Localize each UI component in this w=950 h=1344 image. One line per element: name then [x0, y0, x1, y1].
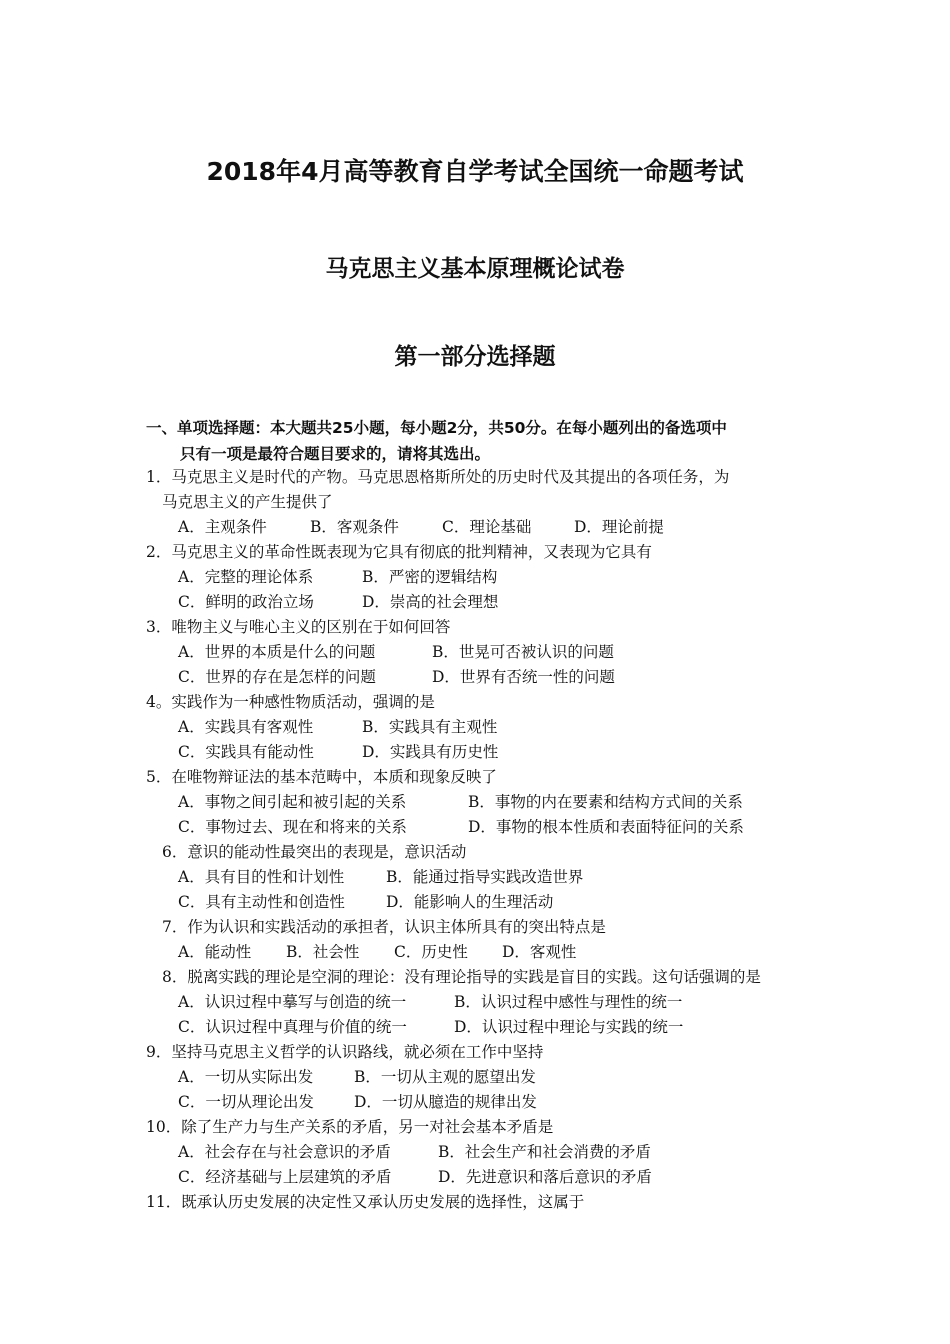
question-6-option-b: B．能通过指导实践改造世界: [386, 868, 584, 886]
question-9-stem: 9．坚持马克思主义哲学的认识路线，就必须在工作中坚持: [146, 1043, 544, 1061]
question-10-option-d: D．先进意识和落后意识的矛盾: [438, 1168, 652, 1186]
question-8-stem: 8．脱离实践的理论是空洞的理论：没有理论指导的实践是盲目的实践。这句话强调的是: [162, 968, 761, 986]
question-2-option-a: A．完整的理论体系: [178, 568, 314, 586]
question-10-option-b: B．社会生产和社会消费的矛盾: [438, 1143, 651, 1161]
question-5-option-a: A．事物之间引起和被引起的关系: [178, 793, 407, 811]
question-11-stem: 11．既承认历史发展的决定性又承认历史发展的选择性，这属于: [146, 1193, 585, 1211]
question-2-stem: 2．马克思主义的革命性既表现为它具有彻底的批判精神，又表现为它具有: [146, 543, 652, 561]
section-instruction-line-2: 只有一项是最符合题目要求的，请将其选出。: [180, 445, 491, 463]
question-2-option-c: C．鲜明的政治立场: [178, 593, 314, 611]
question-7-stem: 7．作为认识和实践活动的承担者，认识主体所具有的突出特点是: [162, 918, 606, 936]
question-3-option-b: B．世晃可否被认识的问题: [432, 643, 614, 661]
question-1-option-c: C．理论基础: [442, 518, 532, 536]
question-10-option-a: A．社会存在与社会意识的矛盾: [178, 1143, 391, 1161]
section-instruction-line-1: 一、单项选择题：本大题共25小题，每小题2分，共50分。在每小题列出的备选项中: [146, 419, 727, 437]
question-9-option-b: B．一切从主观的愿望出发: [354, 1068, 536, 1086]
question-3-option-d: D．世界有否统一性的问题: [432, 668, 615, 686]
question-1-stem-cont: 马克思主义的产生提供了: [162, 493, 333, 511]
question-8-option-b: B．认识过程中感性与理性的统一: [454, 993, 683, 1011]
question-2-option-d: D．崇高的社会理想: [362, 593, 499, 611]
question-1-option-d: D．理论前提: [574, 518, 664, 536]
question-5-option-d: D．事物的根本性质和表面特征问的关系: [468, 818, 744, 836]
question-4-option-b: B．实践具有主观性: [362, 718, 498, 736]
question-6-option-a: A．具有目的性和计划性: [178, 868, 345, 886]
question-1-option-b: B．客观条件: [310, 518, 399, 536]
exam-main-title: 2018年4月高等教育自学考试全国统一命题考试: [206, 157, 744, 186]
question-3-option-c: C．世界的存在是怎样的问题: [178, 668, 376, 686]
exam-subject-title: 马克思主义基本原理概论试卷: [325, 256, 625, 282]
part-title: 第一部分选择题: [394, 344, 556, 370]
question-7-option-a: A．能动性: [178, 943, 252, 961]
question-5-option-b: B．事物的内在要素和结构方式间的关系: [468, 793, 743, 811]
question-6-option-c: C．具有主动性和创造性: [178, 893, 345, 911]
question-10-stem: 10．除了生产力与生产关系的矛盾，另一对社会基本矛盾是: [146, 1118, 554, 1136]
question-7-option-b: B．社会性: [286, 943, 360, 961]
question-6-stem: 6．意识的能动性最突出的表现是，意识活动: [162, 843, 467, 861]
question-9-option-a: A．一切从实际出发: [178, 1068, 314, 1086]
question-4-option-a: A．实践具有客观性: [178, 718, 314, 736]
question-8-option-c: C．认识过程中真理与价值的统一: [178, 1018, 407, 1036]
question-9-option-d: D．一切从臆造的规律出发: [354, 1093, 537, 1111]
question-10-option-c: C．经济基础与上层建筑的矛盾: [178, 1168, 392, 1186]
question-5-stem: 5．在唯物辩证法的基本范畴中，本质和现象反映了: [146, 768, 497, 786]
question-3-stem: 3．唯物主义与唯心主义的区别在于如何回答: [146, 618, 451, 636]
question-1-stem: 1．马克思主义是时代的产物。马克思恩格斯所处的历史时代及其提出的各项任务，为: [146, 468, 730, 486]
question-5-option-c: C．事物过去、现在和将来的关系: [178, 818, 407, 836]
question-4-option-d: D．实践具有历史性: [362, 743, 499, 761]
question-8-option-a: A．认识过程中摹写与创造的统一: [178, 993, 407, 1011]
question-6-option-d: D．能影响人的生理活动: [386, 893, 554, 911]
question-9-option-c: C．一切从理论出发: [178, 1093, 314, 1111]
question-1-option-a: A．主观条件: [178, 518, 267, 536]
question-8-option-d: D．认识过程中理论与实践的统一: [454, 1018, 684, 1036]
question-7-option-d: D．客观性: [502, 943, 577, 961]
question-4-option-c: C．实践具有能动性: [178, 743, 314, 761]
question-7-option-c: C．历史性: [394, 943, 468, 961]
question-4-stem: 4。实践作为一种感性物质活动，强调的是: [146, 693, 435, 711]
question-3-option-a: A．世界的本质是什么的问题: [178, 643, 376, 661]
question-2-option-b: B．严密的逻辑结构: [362, 568, 498, 586]
